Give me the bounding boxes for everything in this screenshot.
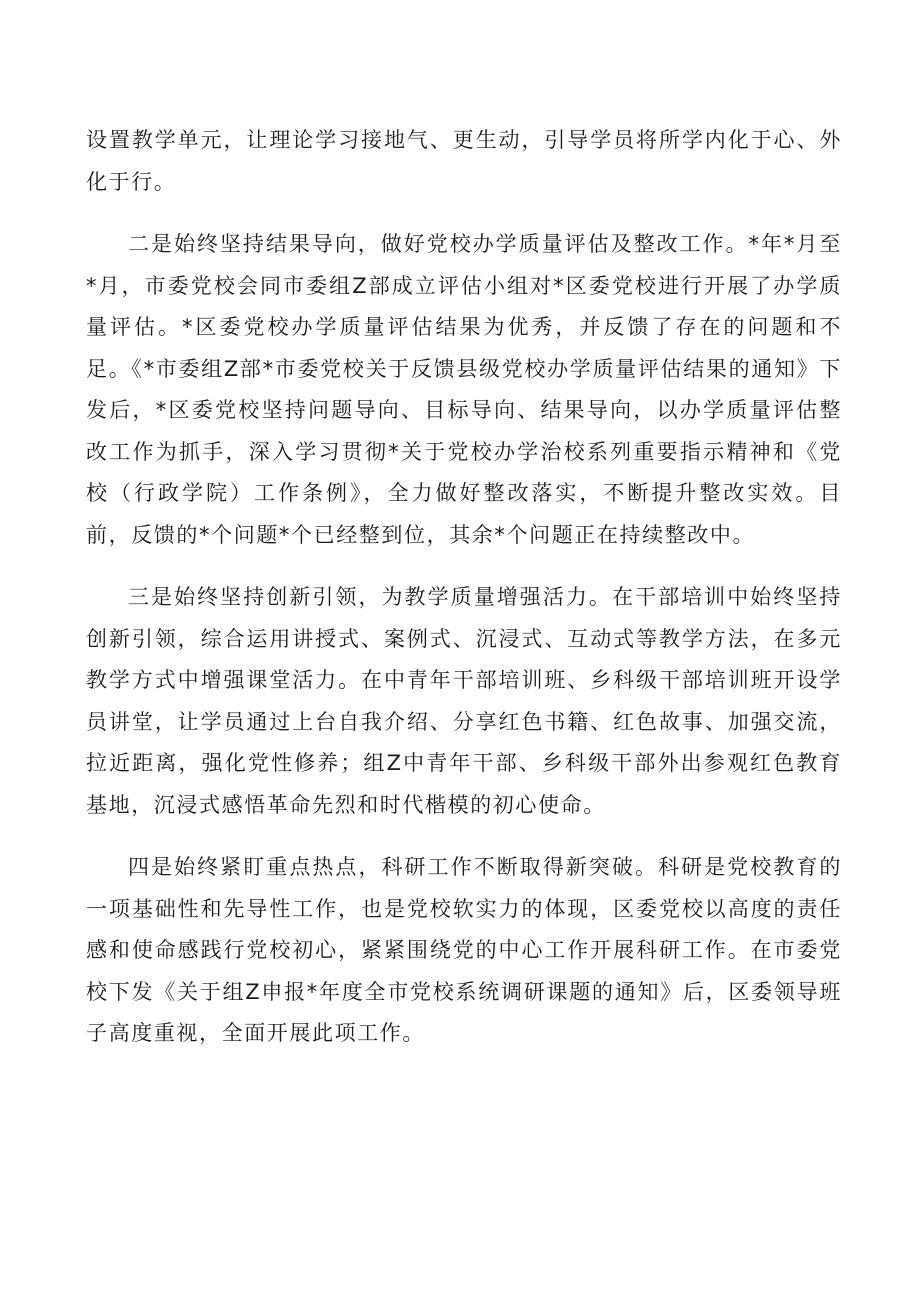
paragraph-continuation: 设置教学单元，让理论学习接地气、更生动，引导学员将所学内化于心、外化于行。 [86, 128, 842, 194]
paragraph-research: 四是始终紧盯重点热点，科研工作不断取得新突破。科研是党校教育的一项基础性和先导性工作，也是党校软实力的体现，区委党校以高度的责任感和使命感践行党校初心，紧紧围绕党的中心工作开展科研工作。在市委党校下发《关于组Z申报*年度全市党校系统调研课题的通知》后，区委领导班子高度重视，全面开展此项工作。 [86, 855, 842, 1045]
document-body [86, 120, 842, 1076]
paragraph-innovation: 三是始终坚持创新引领，为教学质量增强活力。在干部培训中始终坚持创新引领，综合运用讲授式、案例式、沉浸式、互动式等教学方法，在多元教学方式中增强课堂活力。在中青年干部培训班、乡科级干部培训班开设学员讲堂，让学员通过上台自我介绍、分享红色书籍、红色故事、加强交流，拉近距离，强化党性修养；组Z中青年干部、乡科级干部外出参观红色教育基地，沉浸式感悟革命先烈和时代楷模的初心使命。 [86, 585, 842, 817]
paragraph-result-oriented: 二是始终坚持结果导向，做好党校办学质量评估及整改工作。*年*月至*月，市委党校会同市委组Z部成立评估小组对*区委党校进行开展了办学质量评估。*区委党校办学质量评估结果为优秀，并反馈了存在的问题和不足。《*市委组Z部*市委党校关于反馈县级党校办学质量评估结果的通知》下发后，*区委党校坚持问题导向、目标导向、结果导向，以办学质量评估整改工作为抓手，深入学习贯彻*关于党校办学治校系列重要指示精神和《党校（行政学院）工作条例》，全力做好整改落实，不断提升整改实效。目前，反馈的*个问题*个已经整到位，其余*个问题正在持续整改中。 [86, 232, 842, 547]
